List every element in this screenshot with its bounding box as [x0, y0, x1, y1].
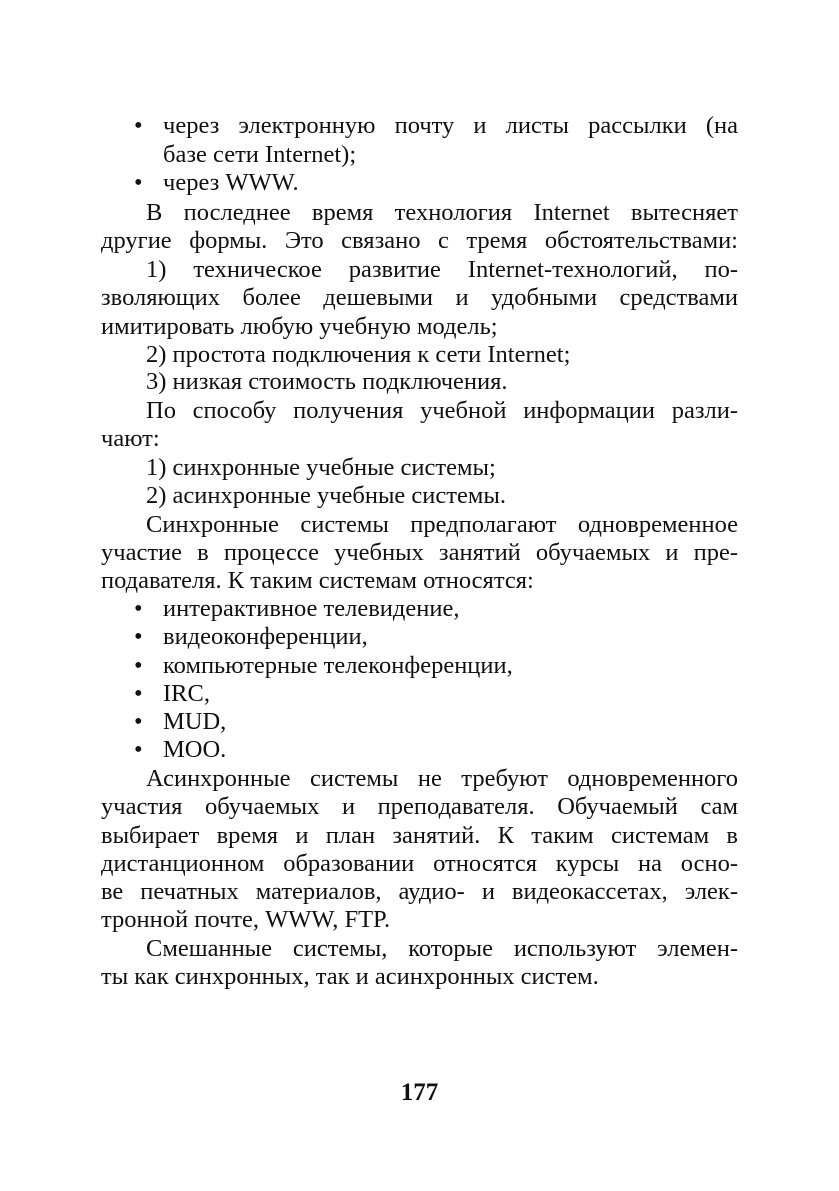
- list-item: MOO.: [163, 736, 227, 763]
- text-line: чают:: [101, 425, 160, 452]
- text-line: участие в процессе учебных занятий обучаемых и пре-: [101, 539, 738, 566]
- text-line: дистанционном образовании относятся курсы на осно-: [101, 850, 738, 877]
- text-line: 2) простота подключения к сети Internet;: [146, 341, 571, 368]
- bullet-marker: •: [134, 652, 143, 679]
- text-line: ве печатных материалов, аудио- и видеокассетах, элек-: [101, 878, 738, 905]
- text-line: 1) синхронные учебные системы;: [146, 454, 496, 481]
- text-line: Асинхронные системы не требуют одновременного: [146, 765, 738, 792]
- text-line: 2) асинхронные учебные системы.: [146, 482, 506, 509]
- text-line: По способу получения учебной информации разли-: [146, 397, 738, 424]
- bullet-marker: •: [134, 680, 143, 707]
- list-item: IRC,: [163, 680, 210, 707]
- list-item: MUD,: [163, 708, 227, 735]
- page-number: 177: [400, 1079, 439, 1106]
- text-line: 1) техническое развитие Internet-технологий, по-: [146, 256, 738, 283]
- list-item: видеоконференции,: [163, 623, 368, 650]
- text-line: В последнее время технология Internet вытесняет: [146, 199, 738, 226]
- text-line: подавателя. К таким системам относятся:: [101, 567, 534, 594]
- text-line: ты как синхронных, так и асинхронных систем.: [101, 963, 599, 990]
- list-item: компьютерные телеконференции,: [163, 652, 513, 679]
- bullet-marker: •: [134, 736, 143, 763]
- text-line: другие формы. Это связано с тремя обстоятельствами:: [101, 227, 738, 254]
- text-line: тронной почте, WWW, FTP.: [101, 906, 391, 933]
- bullet-marker: •: [134, 112, 143, 139]
- bullet-marker: •: [134, 623, 143, 650]
- text-line: Синхронные системы предполагают одновременное: [146, 511, 738, 538]
- bullet-marker: •: [134, 595, 143, 622]
- text-line: базе сети Internet);: [163, 141, 357, 168]
- list-item: интерактивное телевидение,: [163, 595, 460, 622]
- text-line: зволяющих более дешевыми и удобными средствами: [101, 284, 738, 311]
- text-line: Смешанные системы, которые используют элемен-: [146, 935, 738, 962]
- text-line: 3) низкая стоимость подключения.: [146, 368, 508, 395]
- bullet-marker: •: [134, 169, 143, 196]
- text-line: выбирает время и план занятий. К таким системам в: [101, 822, 738, 849]
- text-line: через электронную почту и листы рассылки (на: [163, 112, 738, 139]
- text-line: через WWW.: [163, 169, 299, 196]
- bullet-marker: •: [134, 708, 143, 735]
- text-line: участия обучаемых и преподавателя. Обучаемый сам: [101, 793, 738, 820]
- text-line: имитировать любую учебную модель;: [101, 313, 498, 340]
